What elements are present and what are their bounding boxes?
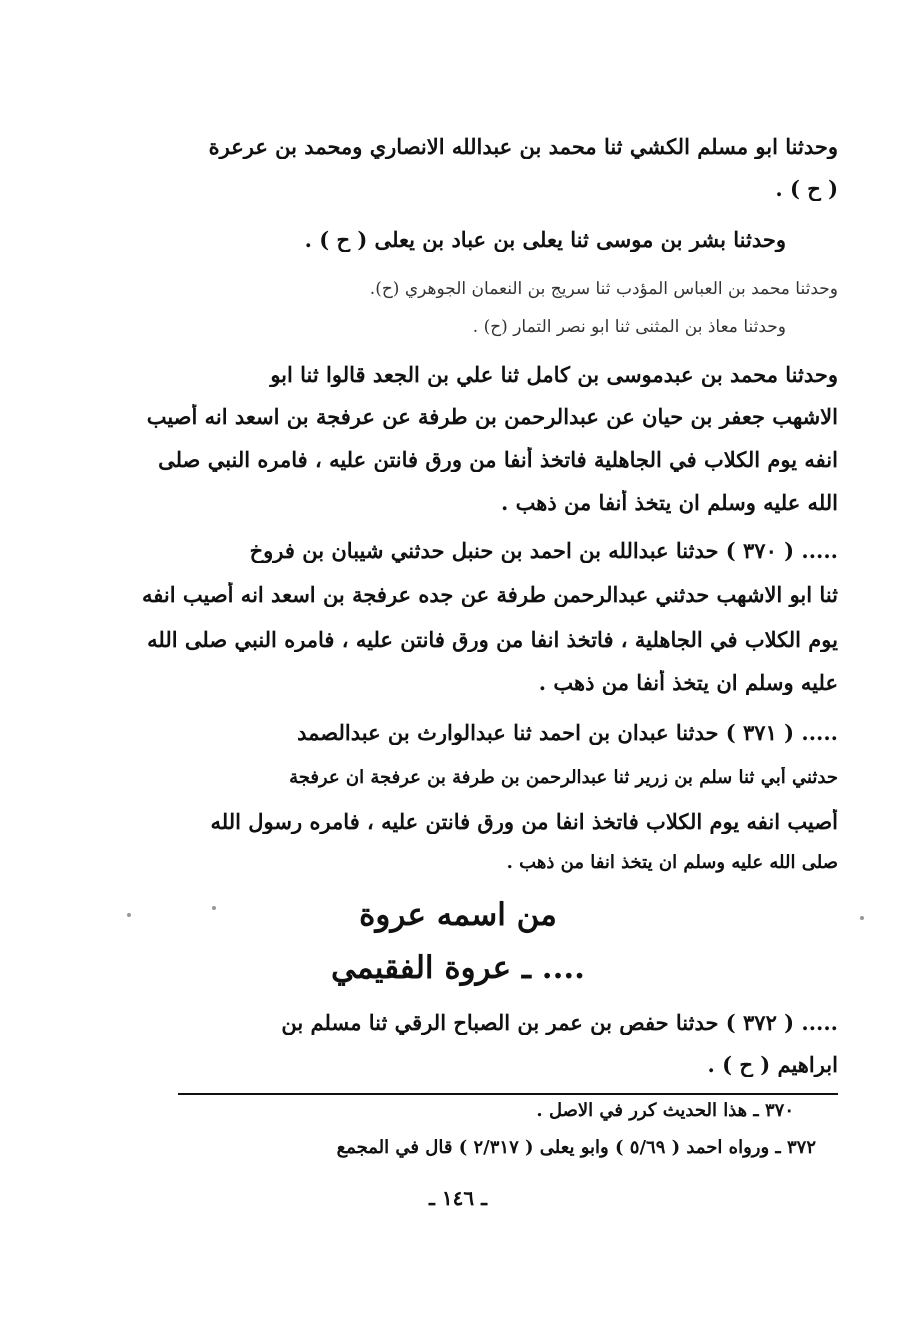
text-line: وحدثنا محمد بن عبدموسى بن كامل ثنا علي بن الجعد قالوا ثنا ابو: [270, 362, 838, 387]
text-line: يوم الكلاب في الجاهلية ، فاتخذ انفا من ورق فانتن عليه ، فامره النبي صلى الله: [147, 627, 838, 652]
hadith-370-first-line: ..... ( ٣٧٠ ) حدثنا عبدالله بن احمد بن حنبل حدثني شيبان بن فروخ: [249, 538, 838, 563]
text-line: الاشهب جعفر بن حيان عن عبدالرحمن بن طرفة عن عرفجة بن اسعد انه أصيب: [146, 404, 838, 429]
text-line: عليه وسلم ان يتخذ أنفا من ذهب .: [538, 670, 838, 695]
text-line: ابراهيم ( ح ) .: [707, 1052, 838, 1077]
text-line: الله عليه وسلم ان يتخذ أنفا من ذهب .: [501, 490, 838, 515]
footnote-divider: [178, 1093, 838, 1095]
subsection-heading: .... ـ عروة الفقيمي: [331, 950, 585, 986]
footnote: ٣٧٢ ـ ورواه احمد ( ٥/٦٩ ) وابو يعلى ( ٢/٣١٧ ) قال في المجمع: [336, 1137, 816, 1158]
text-line: صلى الله عليه وسلم ان يتخذ انفا من ذهب .: [506, 852, 838, 873]
text-line: انفه يوم الكلاب في الجاهلية فاتخذ أنفا من ورق فانتن عليه ، فامره النبي صلى: [158, 447, 838, 472]
text-line: حدثني أبي ثنا سلم بن زرير ثنا عبدالرحمن بن طرفة بن عرفجة ان عرفجة: [289, 767, 838, 788]
text-line: أصيب انفه يوم الكلاب فاتخذ انفا من ورق فانتن عليه ، فامره رسول الله: [210, 809, 838, 834]
footnote: ٣٧٠ ـ هذا الحديث كرر في الاصل .: [536, 1100, 794, 1121]
scan-speck: [127, 913, 131, 917]
scan-speck: [212, 906, 216, 910]
hadith-371-first-line: ..... ( ٣٧١ ) حدثنا عبدان بن احمد ثنا عبدالوارث بن عبدالصمد: [297, 720, 838, 745]
page-number: ـ ١٤٦ ـ: [429, 1186, 487, 1210]
scan-speck: [860, 916, 864, 920]
text-line: وحدثنا محمد بن العباس المؤدب ثنا سريج بن النعمان الجوهري (ح).: [369, 279, 838, 299]
text-line: وحدثنا ابو مسلم الكشي ثنا محمد بن عبدالله الانصاري ومحمد بن عرعرة: [208, 134, 838, 159]
hadith-372-first-line: ..... ( ٣٧٢ ) حدثنا حفص بن عمر بن الصباح الرقي ثنا مسلم بن: [281, 1010, 838, 1035]
text-line: ( ح ) .: [775, 176, 838, 201]
text-line: وحدثنا بشر بن موسى ثنا يعلى بن عباد بن يعلى ( ح ) .: [304, 227, 786, 252]
section-heading: من اسمه عروة: [359, 897, 557, 933]
text-line: وحدثنا معاذ بن المثنى ثنا ابو نصر التمار (ح) .: [472, 317, 786, 337]
text-line: ثنا ابو الاشهب حدثني عبدالرحمن طرفة عن جده عرفجة بن اسعد انه أصيب انفه: [142, 582, 838, 607]
